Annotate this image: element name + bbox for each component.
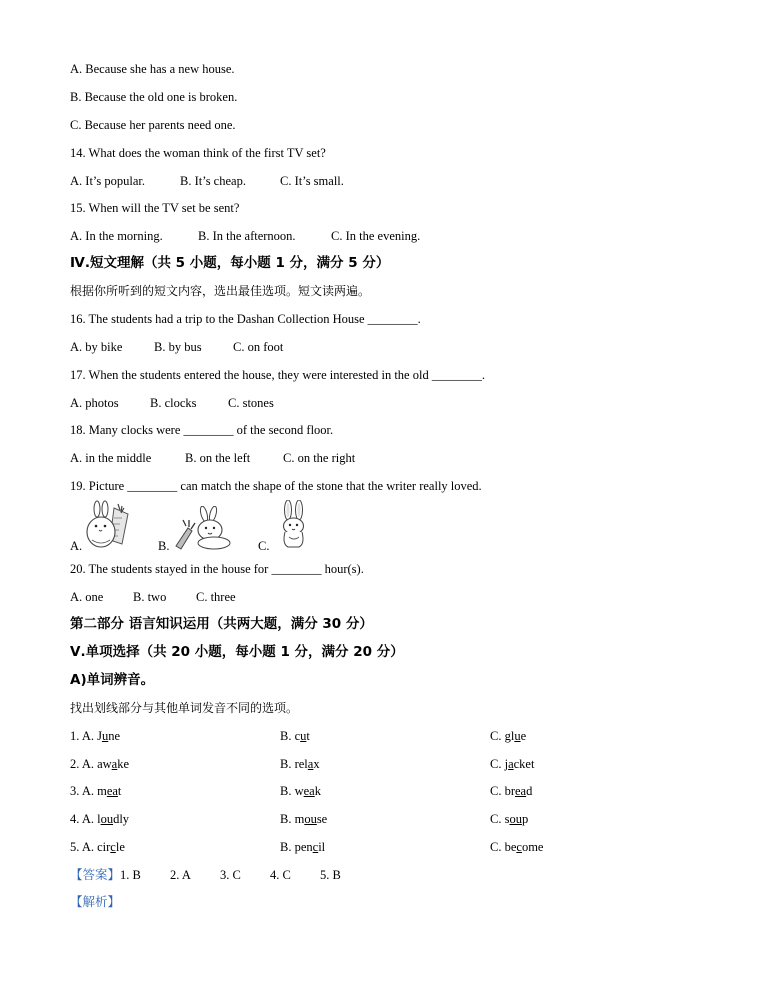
q14-options [70,173,344,189]
answer-line [70,867,341,883]
phonics-3-b: B. weak [280,784,321,798]
q14-option-c: C. It’s small. [280,174,344,188]
q20-question: 20. The students stayed in the house for ________ hour(s). [70,562,364,576]
q18-option-a: A. in the middle [70,451,152,465]
q13-option-c: C. Because her parents need one. [70,118,236,132]
q18-option-c: C. on the right [283,451,356,465]
part2-title: 第二部分 语言知识运用（共两大题，满分 30 分） [70,616,373,632]
q17-option-c: C. stones [228,396,274,410]
q16-question: 16. The students had a trip to the Dashan Collection House ________. [70,312,421,326]
rabbit-standing-picture [274,500,314,550]
q19-option-b: B. [158,539,170,553]
q15-option-a: A. In the morning. [70,229,163,243]
phonics-5-c: C. become [490,840,544,854]
phonics-3-a: 3. A. meat [70,784,122,798]
q17-option-a: A. photos [70,396,119,410]
q20-option-a: A. one [70,590,104,604]
phonics-5-a: 5. A. circle [70,840,125,854]
phonics-1-a: 1. A. June [70,729,121,743]
analysis-tag: 【解析】 [70,894,121,909]
answer-item: 1. B [120,868,141,882]
q20-option-b: B. two [133,590,167,604]
section5-title: Ⅴ.单项选择（共 20 小题，每小题 1 分，满分 20 分） [70,644,404,660]
q17-question: 17. When the students entered the house, they were interested in the old ________. [70,368,485,382]
phonics-1-b: B. cut [280,729,310,743]
q15-question: 15. When will the TV set be sent? [70,201,240,215]
answer-item: 5. B [320,868,341,882]
phonics-4-a: 4. A. loudly [70,812,130,826]
q18-options [70,450,355,466]
phonics-2-a: 2. A. awake [70,757,130,771]
q13-option-a: A. Because she has a new house. [70,62,235,76]
q19-question: 19. Picture ________ can match the shape of the stone that the writer really loved. [70,479,482,493]
q16-options [70,339,283,355]
rabbit-with-carrot-picture [84,500,132,550]
phonics-4-c: C. soup [490,812,529,826]
phonics-5-b: B. pencil [280,840,326,854]
phonics-2-b: B. relax [280,757,320,771]
q20-options [70,589,236,605]
phonics-4-b: B. mouse [280,812,328,826]
q15-options [70,228,420,244]
q16-option-a: A. by bike [70,340,123,354]
q17-options [70,395,274,411]
answer-item: 4. C [270,868,291,882]
section5-instruction: 找出划线部分与其他单词发音不同的选项。 [70,701,299,715]
section4-instruction: 根据你所听到的短文内容，选出最佳选项。短文读两遍。 [70,284,371,298]
q19-option-a: A. [70,539,83,553]
q18-option-b: B. on the left [185,451,251,465]
q19-option-c: C. [258,539,270,553]
q14-option-a: A. It’s popular. [70,174,145,188]
phonics-2-c: C. jacket [490,757,535,771]
q18-question: 18. Many clocks were ________ of the second floor. [70,423,334,437]
section5-subtitle: A)单词辨音。 [70,672,155,688]
section4-title: Ⅳ.短文理解（共 5 小题，每小题 1 分，满分 5 分） [70,255,390,271]
answer-tag: 【答案】 [70,867,121,882]
analysis-line [70,894,120,910]
q14-question: 14. What does the woman think of the first TV set? [70,146,326,160]
q15-option-b: B. In the afternoon. [198,229,296,243]
q20-option-c: C. three [196,590,236,604]
q14-option-b: B. It’s cheap. [180,174,246,188]
q17-option-b: B. clocks [150,396,197,410]
q13-option-b: B. Because the old one is broken. [70,90,238,104]
rabbit-lying-picture [172,506,232,550]
answer-item: 3. C [220,868,241,882]
q16-option-b: B. by bus [154,340,202,354]
q16-option-c: C. on foot [233,340,284,354]
phonics-1-c: C. glue [490,729,527,743]
q15-option-c: C. In the evening. [331,229,421,243]
phonics-3-c: C. bread [490,784,533,798]
answer-item: 2. A [170,868,191,882]
